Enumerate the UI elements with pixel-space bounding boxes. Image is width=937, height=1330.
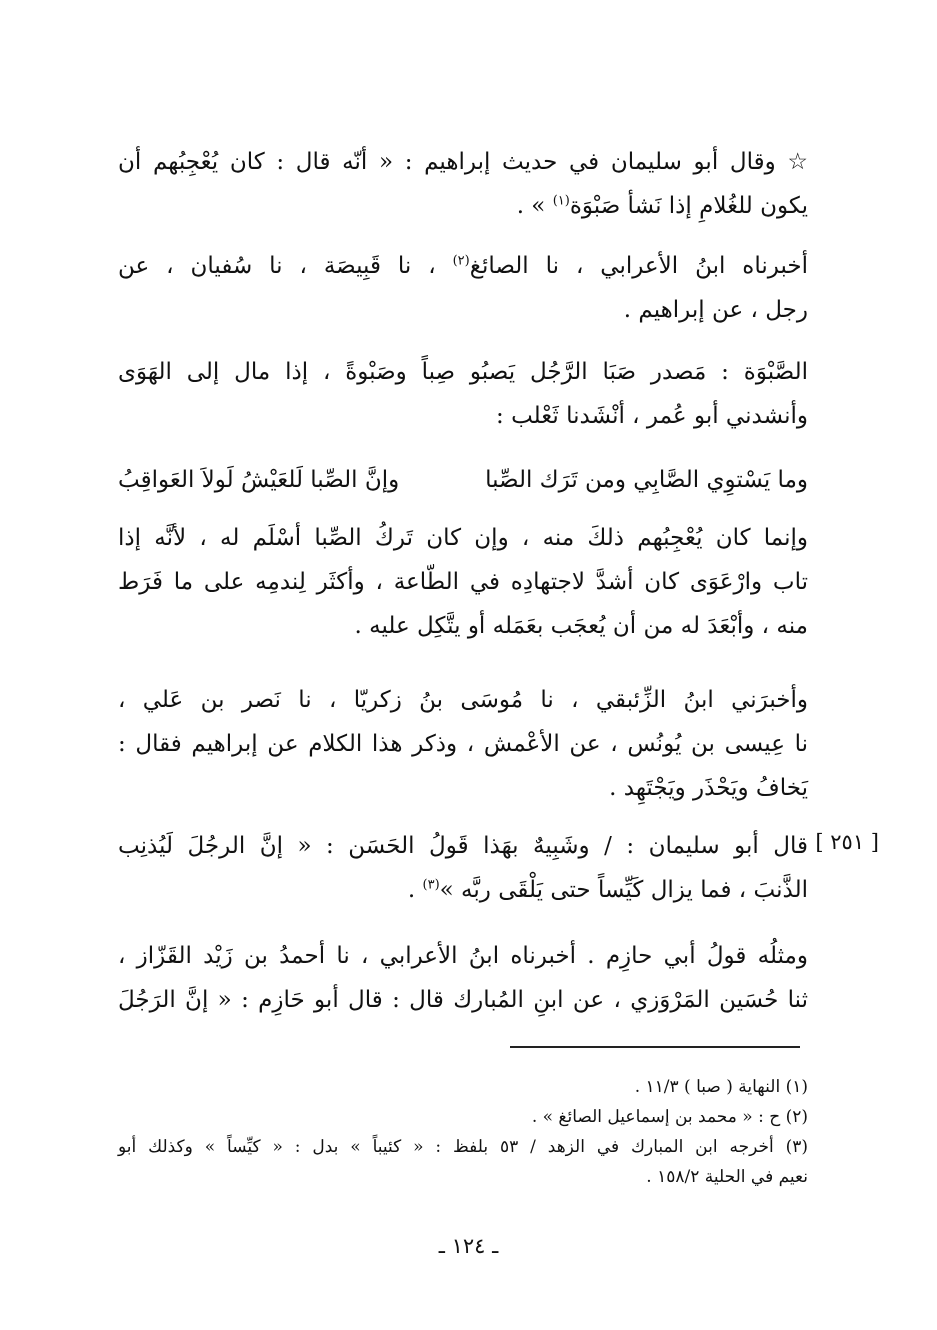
paragraph-7-line-2: ثنا حُسَين المَرْوَزي ، عن ابنِ المُبارك قال : قال أبو حَازِم : « إنَّ الرَجُلَ <box>118 987 808 1013</box>
poem-verse <box>118 458 808 502</box>
paragraph-1-line-2-end: » . <box>516 193 553 219</box>
paragraph-5-line-3: يَخافُ ويَحْذَر ويَجْتَهِد . <box>609 775 808 801</box>
paragraph-4-line-3: منه ، وأبْعَدَ له من أن يُعجَب بعَمَله أو يتَّكِل عليه . <box>354 613 808 639</box>
paragraph-5 <box>118 678 808 810</box>
margin-page-reference: [ ٢٥١ ] <box>815 830 879 854</box>
paragraph-1 <box>118 140 808 228</box>
page-number: ـ ١٢٤ ـ <box>438 1234 499 1258</box>
paragraph-2-line-1 <box>118 244 808 288</box>
paragraph-2-line-2: رجل ، عن إبراهيم . <box>623 297 808 323</box>
paragraph-1-line-2-text: يكون للغُلامِ إذا نَشأ صَبْوَة <box>569 193 808 219</box>
poem-hemistich-1: وما يَسْتوِي الصَّابِي ومن تَرَك الصِّبا <box>485 467 808 493</box>
footnotes <box>118 1072 808 1192</box>
footnote-2: (٢) ح : « محمد بن إسماعيل الصائغ » . <box>531 1107 808 1127</box>
footnote-marker-3: (٣) <box>422 877 440 893</box>
paragraph-6-line-2-text: الذَّنبَ ، فما يزال كَيِّساً حتى يَلْقَى ربَّه » <box>439 877 808 903</box>
paragraph-2-line-1-end: ، نا قَبِيصَة ، نا سُفيان ، عن <box>118 253 453 279</box>
paragraph-6-line-1: قال أبو سليمان : / وشَبِيهٌ بهَذا قَولُ الحَسَن : « إنَّ الرجُلَ لَيُذنِب <box>118 833 808 859</box>
footnote-3-line-2: نعيم في الحلية ١٥٨/٢ . <box>646 1167 808 1187</box>
paragraph-3-line-2: وأنشدني أبو عُمر ، أنْشَدنا ثَعْلب : <box>496 403 808 429</box>
paragraph-6-line-2 <box>118 868 808 912</box>
footnote-separator <box>510 1046 800 1048</box>
paragraph-1-line-2 <box>118 184 808 228</box>
paragraph-3-line-1: الصَّبْوَة : مَصدر صَبَا الرَّجُل يَصبُو صِباً وصَبْوةً ، إذا مال إلى الهَوَى <box>118 359 808 385</box>
paragraph-7-line-1: ومثلُه قولُ أبي حازِم . أخبرناه ابنُ الأعرابي ، نا أحمدُ بن زَيْد القَزّاز ، <box>118 943 808 969</box>
paragraph-6 <box>118 824 808 912</box>
paragraph-5-line-1: وأخبرَني ابنُ الزِّئبقي ، نا مُوسَى بنُ زكريّا ، نا نَصر بن عَلي ، <box>118 687 808 713</box>
paragraph-4-line-2: تاب وارْعَوَى كان أشدَّ لاجتهادِه في الطّاعة ، وأكثَر لِندمِه على ما فَرَط <box>118 569 808 595</box>
poem-hemistich-2: وإنَّ الصِّبا لَلعَيْشُ لَولاَ العَواقِبُ <box>118 467 400 493</box>
paragraph-4-line-1: وإنما كان يُعْجِبُهم ذلكَ منه ، وإن كان تَركُ الصِّبا أسْلَم له ، لأنَّه إذا <box>118 525 808 551</box>
paragraph-7 <box>118 934 808 1022</box>
footnote-1: (١) النهاية ( صبا ) ١١/٣ . <box>634 1077 808 1097</box>
footnote-3-line-1: (٣) أخرجه ابن المبارك في الزهد / ٥٣ بلفظ : « كئيباً » بدل : « كيِّساً » وكذلك أبو <box>118 1137 808 1157</box>
paragraph-6-line-2-end: . <box>407 877 423 903</box>
footnote-marker-1: (١) <box>552 193 570 209</box>
paragraph-4 <box>118 516 808 648</box>
paragraph-3 <box>118 350 808 438</box>
paragraph-5-line-2: نا عِيسى بن يُونُس ، عن الأعْمش ، وذكر هذا الكلام عن إبراهيم فقال : <box>118 731 808 757</box>
footnote-marker-2: (٢) <box>452 253 470 269</box>
paragraph-2-line-1-text: أخبرناه ابنُ الأعرابي ، نا الصائغ <box>469 253 808 279</box>
paragraph-2 <box>118 244 808 332</box>
paragraph-1-line-1: ☆ وقال أبو سليمان في حديث إبراهيم : « أنّه قال : كان يُعْجِبُهم أن <box>118 149 808 175</box>
